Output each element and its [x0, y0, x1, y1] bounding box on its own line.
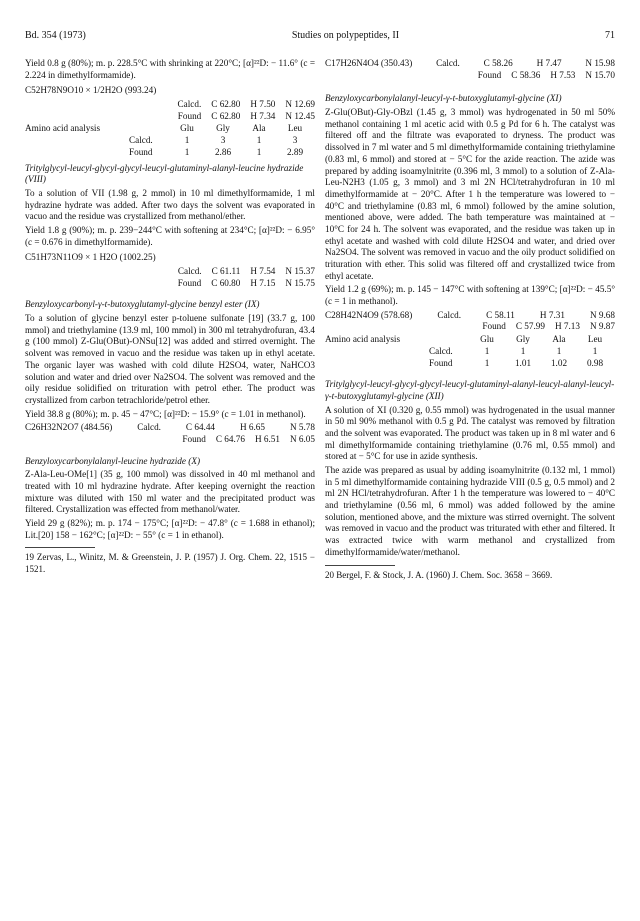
footnote-divider [325, 565, 395, 566]
section-heading: Tritylglycyl-leucyl-glycyl-glycyl-leucyl-glutaminyl-alanyl-leucine hydrazide (VIII) [25, 162, 304, 185]
paragraph: The azide was prepared as usual by adding isoamylnitrite (0.132 ml, 1 mmol) in 5 ml dimethylformamide containing hydrazide VIII (0.5 g, 0.5 mmol) and 2 ml 2N HCl/tetrahydrofuran. After 1 h the temperature was lowered to − 40°C and triethylamine (0.56 ml, 6 mmol) was added followed by the amine solution, mentioned above, and the mixture was stirred overnight. The solvent was removed in vacuo and the product was triturated with ether and filtered. It was extracted twice with warm methanol and crystallized from dimethylformamide/water/methanol. [325, 465, 615, 557]
calcd-analysis-row: C26H32N2O7 (484.56) Calcd. C 64.44 H 6.65 N 5.78 [25, 422, 315, 433]
running-header [25, 30, 615, 48]
footnote-divider [25, 547, 95, 548]
found-analysis-row: Found C 58.36 H 7.53 N 15.70 [477, 69, 615, 80]
yield-text: Yield 1.2 g (69%); m. p. 145 − 147°C with softening at 139°C; [α]²²D: − 45.5° (c = 1 in methanol). [325, 284, 615, 307]
paragraph: To a solution of VII (1.98 g, 2 mmol) in 10 ml dimethylformamide, 1 ml hydrazine hydrate was added. After two days the solvent was evaporated in vacuo and the residue was crystallized from methanol/ether. [25, 187, 315, 222]
two-column-body [25, 58, 615, 583]
paragraph: Z-Ala-Leu-OMe[1] (35 g, 100 mmol) was dissolved in 40 ml methanol and treated with 10 ml hydrazine hydrate. After keeping overnight the reaction mixture was diluted with 150 ml water and the precipitated product was filtered. Crystallization was effected from methanol/water. [25, 469, 315, 515]
volume-info: Bd. 354 (1973) [25, 30, 86, 41]
paragraph: A solution of XI (0.320 g, 0.55 mmol) was hydrogenated in the usual manner in 50 ml 90% methanol with 0.5 g Pd. The catalyst was removed by filtration and the solvent was evaporated. The product was taken up in 8 ml water and 6 ml dimethylformamide containing triethylamine (0.76 ml, 0.55 mmol) and stored at − 5°C for use in azide synthesis. [325, 404, 615, 462]
footnote: 19 Zervas, L., Winitz, M. & Greenstein, J. P. (1957) J. Org. Chem. 22, 1515 − 1521. [25, 552, 315, 574]
running-title: Studies on polypeptides, II [291, 30, 400, 41]
paragraph: To a solution of glycine benzyl ester p-toluene sulfonate [19] (33.7 g, 100 mmol) and triethylamine (13.9 ml, 100 mmol) in 300 ml tetrahydrofuran, 43.4 g (100 mmol) Z-Glu(OBut)-ONSu[12] was added and stirred overnight. The solvent was removed in vacuo and the residue was taken up in ethyl acetate. The organic layer was washed with cold dilute H2SO4, water, NaHCO3 solution and water and dried over Na2SO4. The solvent was removed and the oily residue solidified on trituration with petrol ether. The product was crystallized from carbon tetrachloride/petrol ether. [25, 313, 315, 405]
yield-text: Yield 29 g (82%); m. p. 174 − 175°C; [α]²²D: − 47.8° (c = 1.688 in ethanol); Lit.[20] 158 − 162°C; [α]²²D: − 55° (c = 1 in ethanol). [25, 518, 315, 540]
calcd-analysis-row: C28H42N4O9 (578.68) Calcd. C 58.11 H 7.31 N 9.68 [325, 309, 615, 320]
footnote: 20 Bergel, F. & Stock, J. A. (1960) J. Chem. Soc. 3658 − 3669. [325, 569, 553, 580]
yield-text: Yield 1.8 g (90%); m. p. 239−244°C with softening at 234°C; [α]²²D: − 6.95° (c = 0.676 in dimethylformamide). [25, 224, 315, 247]
formula: C52H78N9O10 × 1/2H2O (993.24) [25, 85, 157, 96]
paragraph: Z-Glu(OBut)-Gly-OBzl (1.45 g, 3 mmol) was hydrogenated in 50 ml 50% methanol containing 1 ml acetic acid with 0.5 g Pd for 6 h. The catalyst was filtered off and the filtrate was evaporated to dryness. The product was dissolved in 7 ml water and 5 ml dimethylformamide containing triethylamine (0.83 ml, 6 mmol) and stored at − 5°C for the azide reaction. The azide was prepared by adding isoamylnitrite (0.396 ml, 3 mmol) to a solution of Z-Ala-Leu-N2H3 (1.05 g, 3 mmol) and 3 ml 2N HCl/tetrahydrofuran in 10 ml dimethylformamide at − 20°C. After 1 h the temperature was lowered to − 40°C and triethylamine (0.83 ml, 6 mmol) followed by the amine solution, mentioned above, were added. The bath temperature was maintained at − 10°C for 24 h. The solvent was evaporated, and the residue was taken up in ethyl acetate and washed with cold dilute H2SO4 and water, and dried over Na2SO4. The solvent was removed in vacuo and the oily product solidified on trituration with ether. This solid was filtered off and crystallized twice from ethyl acetate. [325, 107, 615, 281]
calcd-analysis-row: Calcd. C 62.80 H 7.50 N 12.69 [177, 99, 315, 110]
found-analysis-row: Found C 62.80 H 7.34 N 12.45 [177, 110, 315, 121]
section-heading: Tritylglycyl-leucyl-glycyl-glycyl-leucyl-glutaminyl-alanyl-leucyl-alanyl-leucyl-γ-t-butoxyglutamyl-glycine (XII) [325, 379, 615, 401]
formula: C51H73N11O9 × 1 H2O (1002.25) [25, 252, 156, 263]
yield-text: Yield 38.8 g (80%); m. p. 45 − 47°C; [α]²²D: − 15.9° (c = 1.01 in methanol). [25, 408, 306, 419]
section-heading: Benzyloxycarbonylalanyl-leucine hydrazide (X) [25, 455, 201, 466]
page-number: 71 [605, 30, 615, 41]
section-heading: Benzyloxycarbonylalanyl-leucyl-γ-t-butoxyglutamyl-glycine (XI) [325, 93, 562, 104]
right-column [325, 58, 615, 583]
yield-text: Yield 0.8 g (80%); m. p. 228.5°C with shrinking at 220°C; [α]²²D: − 11.6° (c = 2.224 in dimethylformamide). [25, 58, 315, 80]
calcd-analysis-row: Calcd. C 61.11 H 7.54 N 15.37 [177, 266, 315, 276]
found-analysis-row: Found C 60.80 H 7.15 N 15.75 [177, 277, 315, 288]
amino-acid-analysis-table: Amino acid analysis Glu Gly Ala Leu Calcd. 1 1 1 1 Found 1 1.01 1.02 0.98 [325, 334, 604, 368]
found-analysis-row: Found C 57.99 H 7.13 N 9.87 [482, 321, 615, 332]
left-column [25, 58, 315, 583]
amino-acid-analysis-table: Amino acid analysis Glu Gly Ala Leu Calcd. 1 3 1 3 Found 1 2.86 1 2.89 [25, 123, 304, 157]
calcd-analysis-row: C17H26N4O4 (350.43) Calcd. C 58.26 H 7.47 N 15.98 [325, 58, 615, 68]
found-analysis-row: Found C 64.76 H 6.51 N 6.05 [182, 433, 315, 444]
section-heading: Benzyloxycarbonyl-γ-t-butoxyglutamyl-glycine benzyl ester (IX) [25, 299, 260, 310]
